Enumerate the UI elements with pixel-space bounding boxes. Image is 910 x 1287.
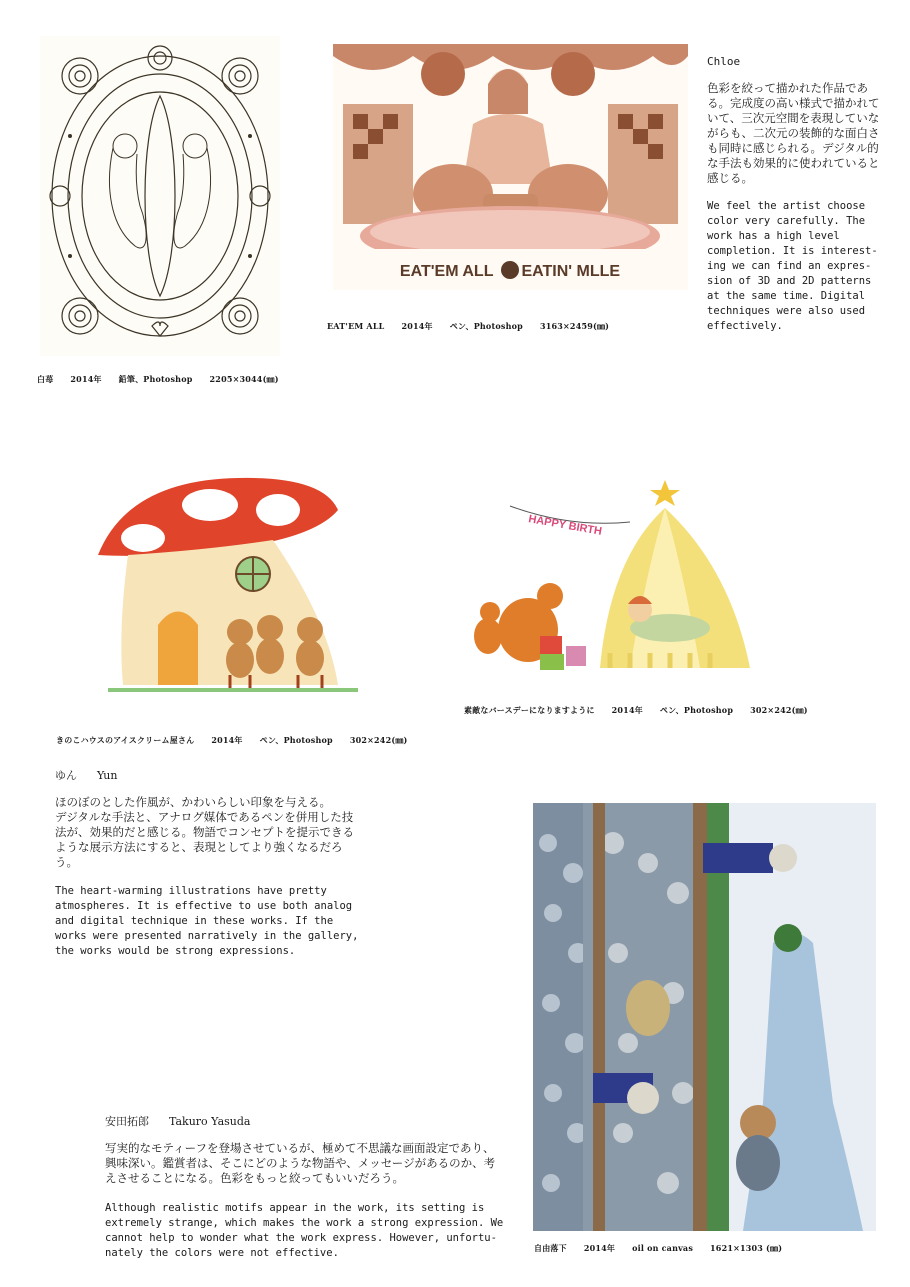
artwork-shiroichigo-image (40, 36, 280, 356)
yun-name-en: Yun (97, 769, 118, 782)
caption-size: 302×242(㎜) (349, 735, 408, 745)
caption-year: 2014年 (583, 1243, 616, 1253)
caption-size: 1621×1303 (㎜) (710, 1243, 783, 1253)
chloe-review-en: We feel the artist choose color very carefully. The work has a high level completion. It is interest- ing we can find an expres- sion of 3D and 2D patterns at the same time. Digital techniques were also used effectively. (707, 200, 878, 332)
caption-title: 素敵なバースデーになりますように (464, 705, 595, 715)
artwork-eatem-caption (327, 321, 626, 332)
yasuda-name-en: Takuro Yasuda (169, 1115, 251, 1128)
caption-medium: ペン、Photoshop (659, 705, 734, 715)
yasuda-review-jp: 写実的なモティーフを登場させているが、極めて不思議な画面設定であり、興味深い。鑑賞者は、そこにどのような物語や、メッセージがあるのか、考えさせることになる。色彩をもっと絞ってもいいだろう。 (105, 1141, 496, 1185)
caption-title: きのこハウスのアイスクリーム屋さん (56, 735, 195, 745)
caption-medium: ペン、Photoshop (259, 735, 333, 745)
artwork-jiyu-image (533, 803, 876, 1231)
caption-title: 白苺 (37, 374, 54, 384)
yun-review-en: The heart-warming illustrations have pretty atmospheres. It is effective to use both analog and digital technique in these works. If the works were presented narratively in the gallery, the works would be strong expressions. (55, 885, 359, 957)
caption-title: 自由落下 (534, 1243, 567, 1253)
chloe-review-jp: 色彩を絞って描かれた作品である。完成度の高い様式で描かれていて、三次元空間を表現していながらも、二次元の装飾的な面白さも同時に感じられる。デジタル的な手法も効果的に使われていると感じる。 (707, 81, 880, 185)
yasuda-review-en: Although realistic motifs appear in the work, its setting is extremely strange, which makes the work a strong expression. We cannot help to wonder what the work express. However, unfortu- nately the colors were not effective. (105, 1202, 504, 1259)
yasuda-artist-name (105, 1113, 250, 1129)
artwork-eatem-image (333, 44, 688, 290)
caption-year: 2014年 (70, 374, 102, 384)
yun-artist-name (55, 767, 117, 783)
caption-year: 2014年 (211, 735, 243, 745)
yun-name-jp: ゆん (55, 769, 77, 782)
yun-review-jp: ほのぼのとした作風が、かわいらしい印象を与える。 デジタルな手法と、アナログ媒体であるペンを併用した技法が、効果的だと感じる。物語でコンセプトを提示できるような展示方法にすると、表現としてより強くなるだろう。 (55, 795, 354, 869)
chloe-artist-name: Chloe (707, 55, 741, 68)
artwork-birthday-image (470, 478, 770, 680)
caption-size: 3163×2459(㎜) (539, 321, 610, 331)
caption-size: 302×242(㎜) (750, 705, 808, 715)
artwork-birthday-caption (464, 705, 825, 716)
yasuda-name-jp: 安田拓郎 (105, 1115, 149, 1128)
caption-size: 2205×3044(㎜) (209, 374, 279, 384)
artwork-shiroichigo-caption (37, 374, 296, 385)
artwork-kinoko-image (88, 470, 368, 700)
eatem-banner-text: EAT'EM ALL EATIN' MLLE (399, 263, 621, 280)
caption-medium: oil on canvas (632, 1243, 694, 1253)
caption-medium: ペン、Photoshop (449, 321, 523, 331)
caption-title: EAT'EM ALL (327, 321, 385, 331)
caption-year: 2014年 (401, 321, 433, 331)
artwork-jiyu-caption (534, 1243, 799, 1254)
caption-year: 2014年 (611, 705, 643, 715)
artwork-kinoko-caption (56, 735, 425, 746)
birthday-banner-text: HAPPY BIRTH (527, 513, 603, 538)
caption-medium: 鉛筆、Photoshop (118, 374, 193, 384)
